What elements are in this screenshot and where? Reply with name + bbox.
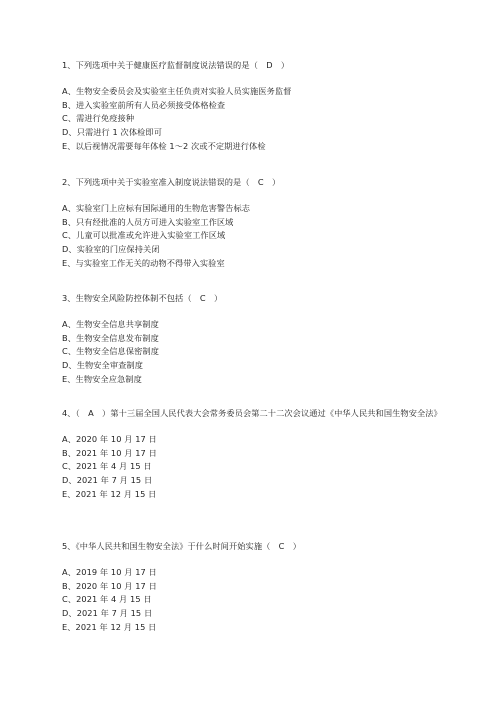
option-e: E、以后视情况需要每年体检 1～2 次或不定期进行体检 — [62, 140, 266, 151]
option-b: B、生物安全信息发布制度 — [62, 332, 159, 343]
option-c: C、2021 年 4 月 15 日 — [62, 594, 152, 605]
option-b: B、2020 年 10 月 17 日 — [62, 580, 157, 591]
option-e: E、生物安全应急制度 — [62, 373, 142, 384]
option-b: B、进入实验室前所有人员必须接受体格检查 — [62, 99, 226, 110]
question-stem: 5、《中华人民共和国生物安全法》于什么时间开始实施（ C ） — [62, 541, 302, 551]
option-c: C、需进行免疫接种 — [62, 113, 135, 124]
option-list — [62, 566, 442, 635]
option-d: D、生物安全审查制度 — [62, 360, 143, 371]
question-5 — [62, 539, 442, 635]
option-b: B、只有经批准的人员方可进入实验室工作区域 — [62, 216, 234, 227]
option-a: A、2019 年 10 月 17 日 — [62, 567, 157, 577]
question-stem: 1、下列选项中关于健康医疗监督制度说法错误的是（ D ） — [62, 60, 290, 70]
option-c: C、生物安全信息保密制度 — [62, 346, 159, 357]
option-d: D、实验室的门应保持关闭 — [62, 244, 160, 255]
question-stem: 2、下列选项中关于实验室准入制度说法错误的是（ C ） — [62, 177, 281, 187]
question-1 — [62, 58, 442, 154]
option-a: A、生物安全信息共享制度 — [62, 319, 159, 329]
question-4 — [62, 406, 442, 502]
option-a: A、生物安全委员会及实验室主任负责对实验人员实施医务监督 — [62, 86, 292, 96]
option-list — [62, 318, 442, 387]
option-d: D、2021 年 7 月 15 日 — [62, 608, 153, 619]
option-c: C、儿童可以批准或允许进入实验室工作区域 — [62, 230, 226, 241]
option-a: A、实验室门上应标有国际通用的生物危害警告标志 — [62, 203, 251, 213]
option-e: E、与实验室工作无关的动物不得带入实验室 — [62, 257, 225, 268]
option-list — [62, 433, 442, 502]
question-stem: 3、生物安全风险防控体制不包括（ C ） — [62, 293, 223, 303]
option-list — [62, 202, 442, 271]
option-d: D、2021 年 7 月 15 日 — [62, 475, 153, 486]
question-3 — [62, 291, 442, 387]
option-e: E、2021 年 12 月 15 日 — [62, 621, 157, 632]
question-stem: 4、（ A ）第十三届全国人民代表大会常务委员会第二十二次会议通过《中华人民共和国生物安全法》 — [62, 408, 442, 418]
option-e: E、2021 年 12 月 15 日 — [62, 488, 157, 499]
option-d: D、只需进行 1 次体检即可 — [62, 127, 162, 138]
option-b: B、2021 年 10 月 17 日 — [62, 447, 157, 458]
question-2 — [62, 175, 442, 271]
option-list — [62, 85, 442, 154]
option-a: A、2020 年 10 月 17 日 — [62, 434, 157, 444]
option-c: C、2021 年 4 月 15 日 — [62, 461, 152, 472]
